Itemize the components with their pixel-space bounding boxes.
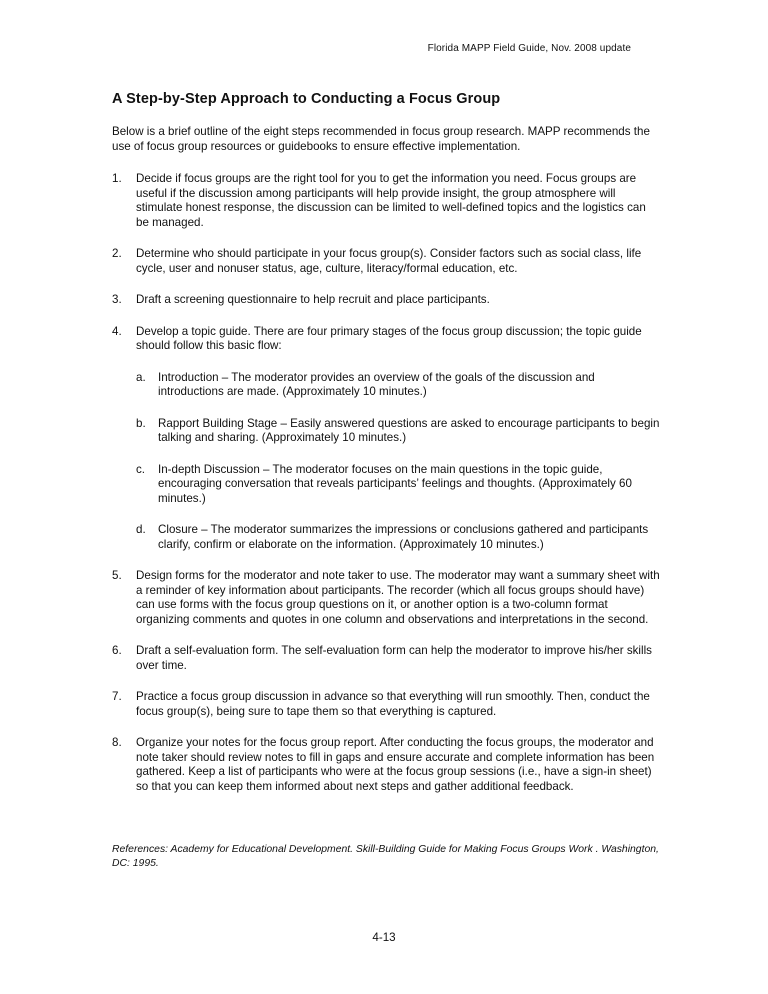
steps-list	[112, 172, 660, 811]
step-text: Decide if focus groups are the right tool for you to get the information you need. Focus groups are useful if the discussion among participants will help provide insight, the group atmosphere will stimulate honest response, the discussion can be limited to well-defined topics and the logistics can be managed.	[136, 172, 646, 229]
step-number: 3.	[112, 293, 122, 306]
substeps-list	[136, 371, 660, 553]
step-5	[112, 569, 660, 627]
step-8	[112, 736, 660, 794]
substep-text: In-depth Discussion – The moderator focuses on the main questions in the topic guide, encouraging conversation that reveals participants’ feelings and thoughts. (Approximately 60 minutes.)	[158, 462, 632, 505]
substep-text: Closure – The moderator summarizes the impressions or conclusions gathered and participants clarify, confirm or elaborate on the information. (Approximately 10 minutes.)	[158, 523, 649, 551]
step-text: Draft a screening questionnaire to help recruit and place participants.	[136, 293, 490, 306]
page-title: A Step-by-Step Approach to Conducting a Focus Group	[112, 91, 501, 107]
substep-b	[136, 417, 660, 446]
substep-a	[136, 371, 660, 400]
step-number: 1.	[112, 172, 122, 185]
step-3	[112, 293, 660, 308]
step-number: 8.	[112, 736, 122, 749]
substep-letter: d.	[136, 523, 146, 536]
step-text: Design forms for the moderator and note taker to use. The moderator may want a summary sheet with a reminder of key information about participants. The recorder (which all focus groups should have) can use forms with the focus group questions on it, or another option is a two-column format organizing comments and quotes in one column and observations and interpretations in the second.	[136, 569, 660, 626]
substep-text: Introduction – The moderator provides an overview of the goals of the discussion and introductions are made. (Approximately 10 minutes.)	[158, 370, 595, 398]
step-text: Draft a self-evaluation form. The self-evaluation form can help the moderator to improve his/her skills over time.	[136, 644, 652, 672]
step-4	[112, 325, 660, 553]
step-number: 5.	[112, 569, 122, 582]
references-note: References: Academy for Educational Development. Skill-Building Guide for Making Focus Groups Work . Washington, DC: 1995.	[112, 844, 659, 869]
step-number: 2.	[112, 247, 122, 260]
step-text: Determine who should participate in your focus group(s). Consider factors such as social class, life cycle, user and nonuser status, age, culture, literacy/formal education, etc.	[136, 247, 642, 275]
step-text: Practice a focus group discussion in advance so that everything will run smoothly. Then, conduct the focus group(s), being sure to tape them so that everything is captured.	[136, 690, 650, 718]
substep-letter: b.	[136, 416, 146, 430]
substep-letter: c.	[136, 462, 146, 476]
step-text: Organize your notes for the focus group report. After conducting the focus groups, the moderator and note taker should review notes to fill in gaps and ensure accurate and complete information has been gathered. Keep a list of participants who were at the focus group sessions (i.e., have a sign-in sheet) so that you can keep them informed about next steps and gather additional feedback.	[136, 736, 655, 793]
page-number: 4-13	[372, 931, 396, 944]
step-text: Develop a topic guide. There are four primary stages of the focus group discussion; the topic guide should follow this basic flow:	[136, 324, 642, 352]
substep-text: Rapport Building Stage – Easily answered questions are asked to encourage participants to begin talking and sharing. (Approximately 10 minutes.)	[158, 416, 660, 444]
step-1	[112, 172, 660, 230]
step-7	[112, 690, 660, 719]
step-6	[112, 644, 660, 673]
step-number: 4.	[112, 324, 122, 338]
intro-paragraph: Below is a brief outline of the eight steps recommended in focus group research. MAPP recommends the use of focus group resources or guidebooks to ensure effective implementation.	[112, 125, 650, 153]
step-2	[112, 247, 660, 276]
step-number: 6.	[112, 644, 122, 657]
substep-letter: a.	[136, 370, 146, 384]
substep-d	[136, 523, 660, 552]
running-header: Florida MAPP Field Guide, Nov. 2008 update	[427, 43, 631, 54]
substep-c	[136, 463, 660, 507]
step-number: 7.	[112, 690, 122, 703]
